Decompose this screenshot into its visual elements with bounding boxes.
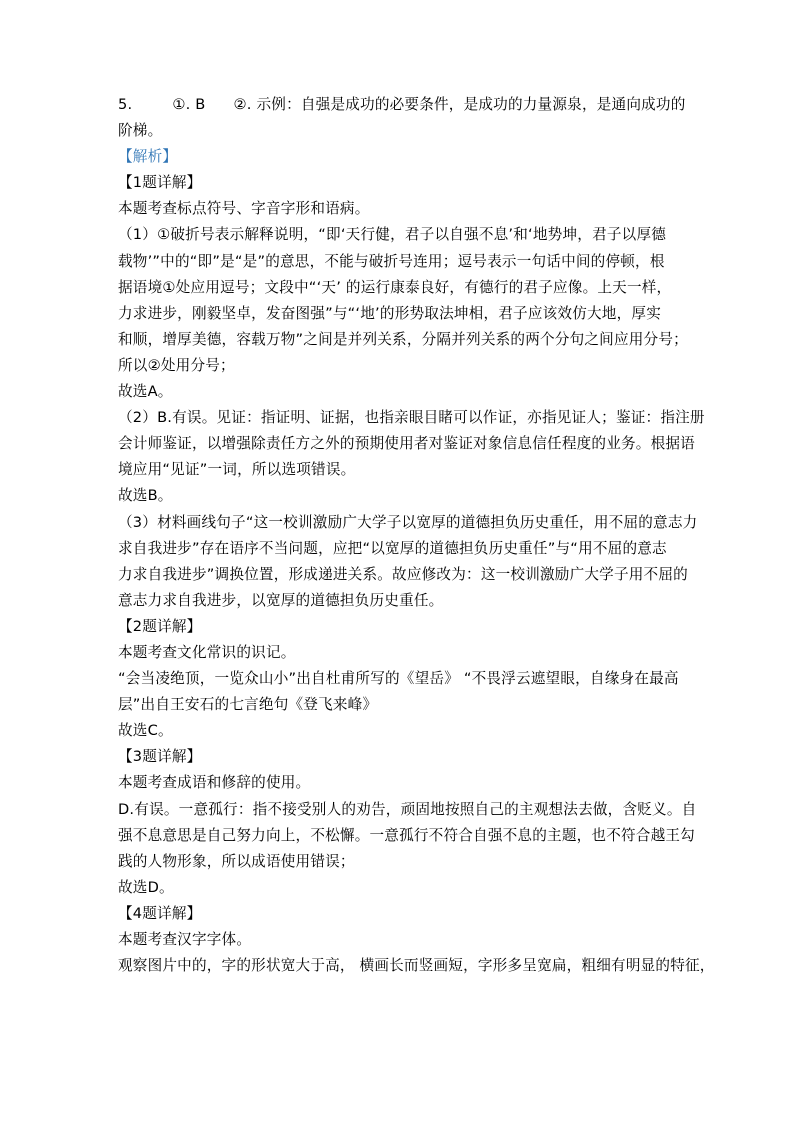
section-heading: 【1题详解】 <box>118 174 202 192</box>
answer-choice-line: 故选C。 <box>118 722 173 740</box>
section-text-line: 载物’”中的“即”是“是”的意思，不能与破折号连用；逗号表示一句话中间的停顿，根 <box>118 252 665 270</box>
section-text-line: 意志力求自我进步，以宽厚的道德担负历史重任。 <box>118 591 444 609</box>
answer-line <box>118 92 686 118</box>
section-text-line: 求自我进步”存在语序不当问题，应把“以宽厚的道德担负历史重任”与“用不屈的意志 <box>118 539 667 557</box>
answer-part-1: ①. B <box>172 96 206 113</box>
question-number: 5. <box>118 96 133 113</box>
section-text-line: 本题考查标点符号、字音字形和语病。 <box>118 200 370 218</box>
section-text-line: 据语境①处应用逗号；文段中“‘天’ 的运行康泰良好，有德行的君子应像。上天一样， <box>118 278 672 296</box>
answer-choice-line: 故选D。 <box>118 878 174 896</box>
section-text-line: D.有误。一意孤行：指不接受别人的劝告，顽固地按照自己的主观想法去做，含贬义。自 <box>118 800 697 818</box>
section-text-line: 本题考查文化常识的识记。 <box>118 643 296 661</box>
section-text-line: 本题考查汉字字体。 <box>118 931 252 948</box>
section-text-line: （2）B.有误。见证：指证明、证据，也指亲眼目睹可以作证，亦指见证人；鉴证：指注册 <box>118 409 705 427</box>
analysis-heading: 【解析】 <box>118 148 178 166</box>
section-text-line: 强不息意思是自己努力向上，不松懈。一意孤行不符合自强不息的主题，也不符合越王勾 <box>118 826 695 844</box>
section-text-line: （1）①破折号表示解释说明，“即‘天行健，君子以自强不息’和‘地势坤，君子以厚德 <box>118 226 667 244</box>
section-text-line: 境应用“见证”一词，所以选项错误。 <box>118 461 356 479</box>
section-text-line: 和顺，增厚美德，容载万物”之间是并列关系，分隔并列关系的两个分句之间应用分号； <box>118 330 688 348</box>
section-text-line: （3）材料画线句子“这一校训激励广大学子以宽厚的道德担负历史重任，用不屈的意志力 <box>118 513 698 531</box>
section-heading: 【3题详解】 <box>118 748 202 766</box>
section-text-line: 力求进步，刚毅坚卓，发奋图强”与“‘地’的形势取法坤相，君子应该效仿大地，厚实 <box>118 304 661 322</box>
section-text-line: 本题考查成语和修辞的使用。 <box>118 774 311 792</box>
answer-choice-line: 故选B。 <box>118 487 173 505</box>
answer-line-cont: 阶梯。 <box>118 122 163 140</box>
section-text-line: 力求自我进步”调换位置，形成递进关系。故应修改为：这一校训激励广大学子用不屈的 <box>118 565 688 583</box>
document-page <box>118 92 715 979</box>
section-text-line: 践的人物形象，所以成语使用错误； <box>118 852 355 870</box>
section-text-line: 所以②处用分号； <box>118 356 235 374</box>
section-text-line: 层”出自王安石的七言绝句《登飞来峰》 <box>118 696 378 714</box>
answer-choice-line: 故选A。 <box>118 383 173 401</box>
section-heading: 【4题详解】 <box>118 904 202 922</box>
section-heading: 【2题详解】 <box>118 617 202 635</box>
section-text-line: “会当凌绝顶，一览众山小”出自杜甫所写的《望岳》 “不畏浮云遮望眼，自缘身在最高 <box>118 670 679 688</box>
answer-part-2: ②. 示例：自强是成功的必要条件，是成功的力量源泉，是通向成功的 <box>233 96 686 113</box>
section-text-line: 会计师鉴证，以增强除责任方之外的预期使用者对鉴证对象信息信任程度的业务。根据语 <box>118 435 695 453</box>
section-text-line: 观察图片中的，字的形状宽大于高， 横画长而竖画短，字形多呈宽扁，粗细有明显的特征， <box>118 957 715 975</box>
